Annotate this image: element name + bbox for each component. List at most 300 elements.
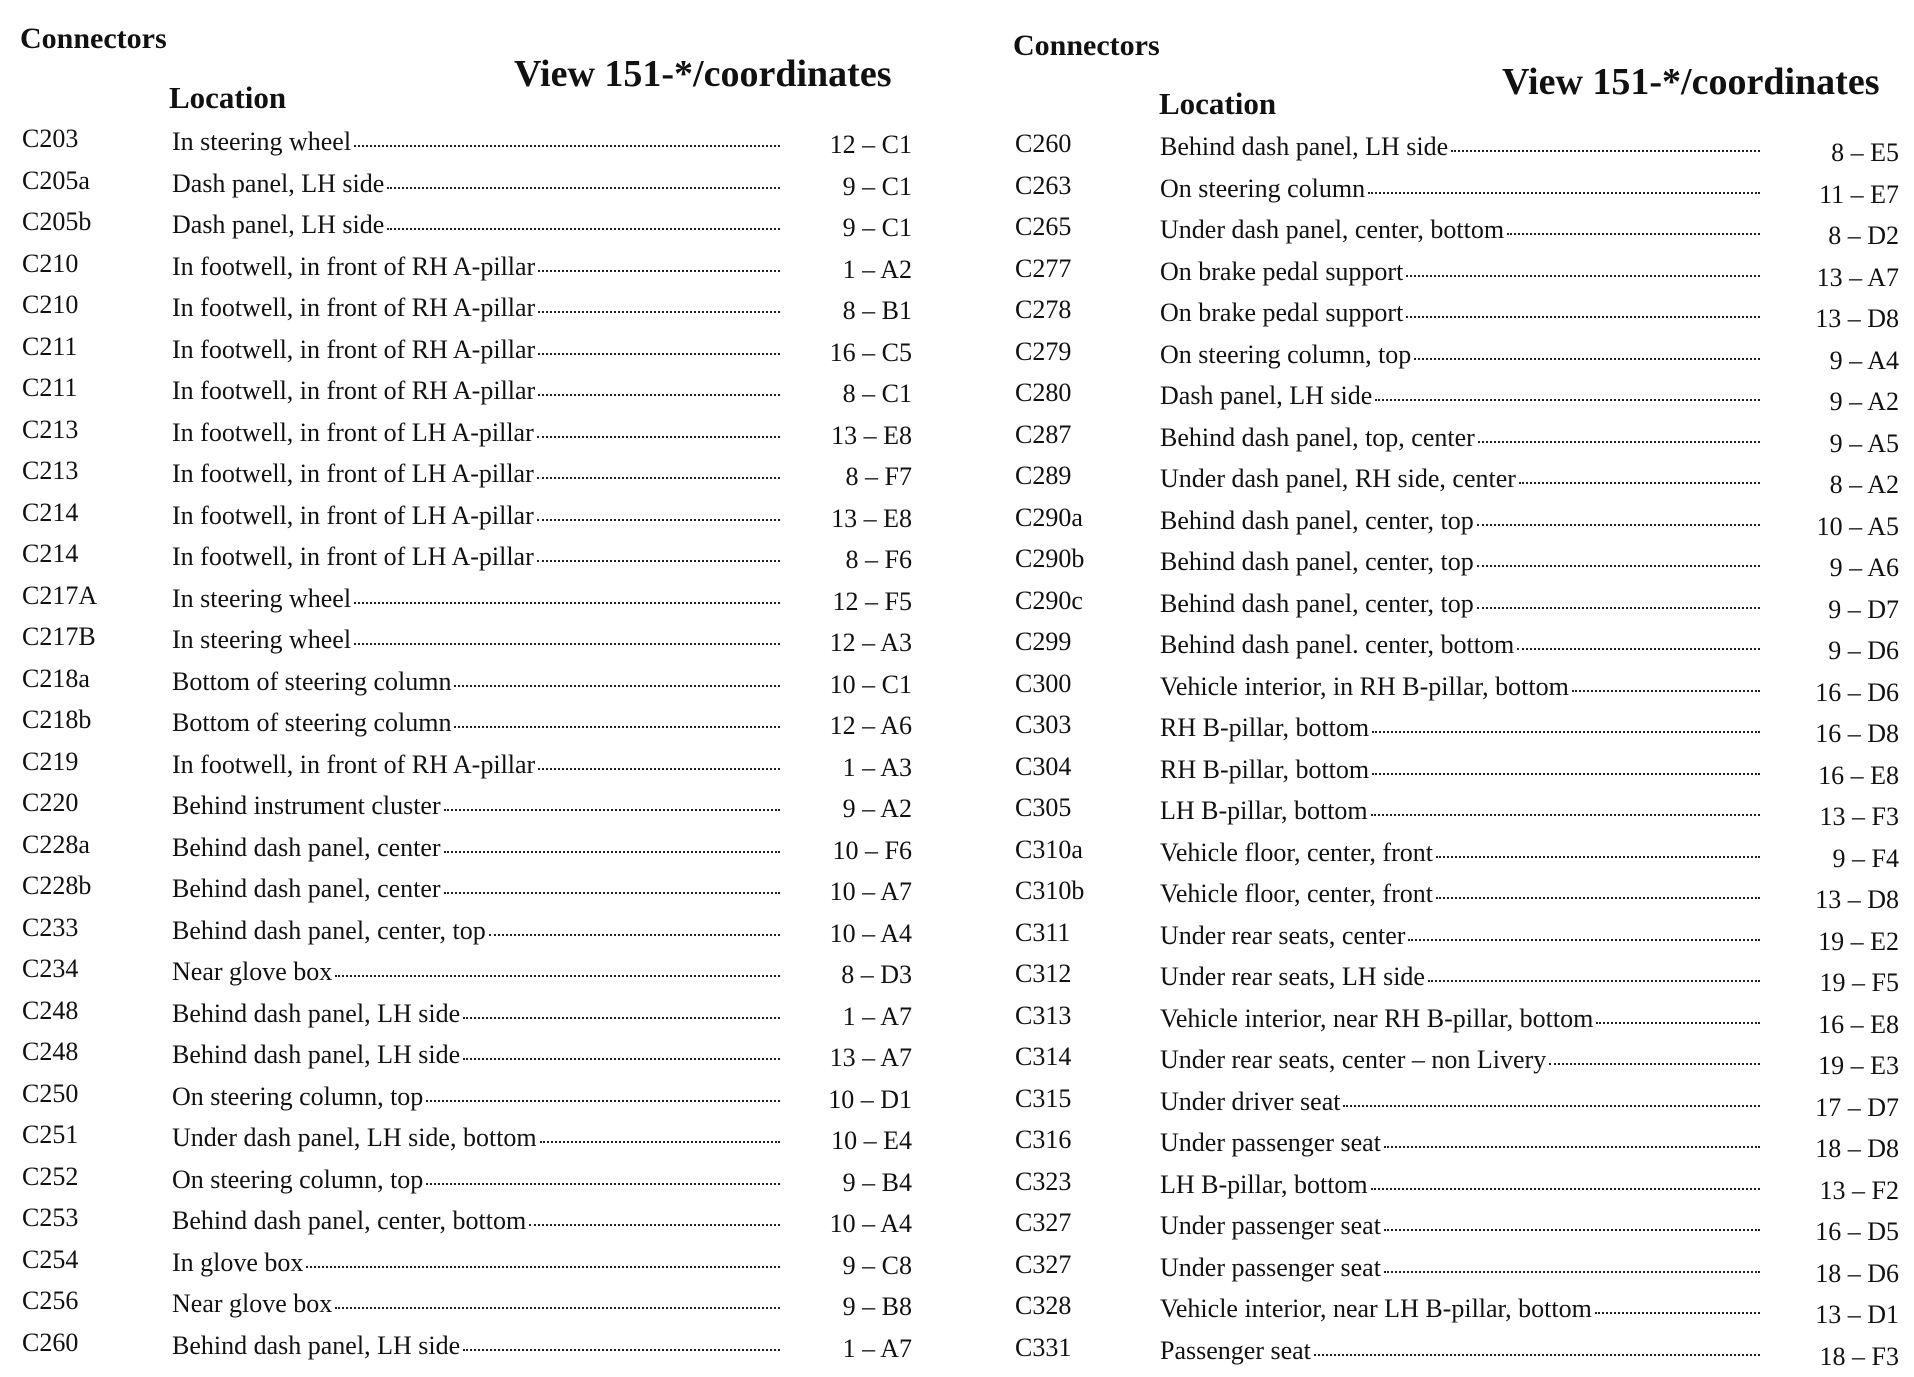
table-row [1013,1288,1903,1330]
view-coordinate: 9 – D6 [1828,630,1899,672]
table-row [1013,915,1903,957]
location-text: Behind dash panel, LH side [172,1034,460,1076]
dot-leader [1572,690,1760,692]
view-coordinate: 9 – B4 [843,1162,912,1204]
connectors-heading: Connectors [1013,29,1160,63]
view-coordinates-heading: View 151-*/coordinates [1502,60,1879,104]
connector-code: C312 [1015,953,1071,995]
location-cell [1160,832,1760,874]
table-row [1013,666,1903,708]
connector-code: C205a [22,160,90,202]
dot-leader [454,726,780,728]
location-text: Dash panel, LH side [1160,375,1372,417]
dot-leader [1507,233,1760,235]
location-text: Vehicle interior, near LH B-pillar, bottom [1160,1288,1592,1330]
view-coordinate: 13 – E8 [831,498,912,540]
table-row [20,495,920,537]
dot-leader [454,685,780,687]
view-coordinates-heading: View 151-*/coordinates [514,52,891,96]
dot-leader [538,311,780,313]
location-cell [1160,375,1760,417]
dot-leader [306,1266,780,1268]
dot-leader [1549,1063,1760,1065]
connector-code: C300 [1015,663,1071,705]
location-cell [1160,1122,1760,1164]
view-coordinate: 19 – F5 [1820,962,1899,1004]
location-cell [172,578,780,620]
view-coordinate: 9 – A2 [843,788,912,830]
location-text: In steering wheel [172,121,351,163]
connector-code: C280 [1015,372,1071,414]
dot-leader [1343,1105,1760,1107]
connector-code: C278 [1015,289,1071,331]
location-text: On steering column, top [1160,334,1411,376]
connector-code: C323 [1015,1161,1071,1203]
view-coordinate: 1 – A3 [843,747,912,789]
table-row [20,246,920,288]
table-row [1013,873,1903,915]
connector-code: C304 [1015,746,1071,788]
table-row [20,619,920,661]
connector-code: C315 [1015,1078,1071,1120]
view-coordinate: 16 – E8 [1818,755,1899,797]
location-text: On brake pedal support [1160,292,1403,334]
location-text: RH B-pillar, bottom [1160,707,1369,749]
dot-leader [1375,399,1760,401]
connector-code: C213 [22,450,78,492]
location-cell [1160,126,1760,168]
view-coordinate: 8 – A2 [1830,464,1899,506]
table-row [20,1283,920,1325]
table-row [1013,1039,1903,1081]
location-text: Vehicle interior, near RH B-pillar, bottom [1160,998,1593,1040]
location-text: Behind dash panel, center, top [1160,541,1474,583]
dot-leader [1371,814,1760,816]
table-row [20,204,920,246]
location-cell [1160,666,1760,708]
table-row [20,1076,920,1118]
location-cell [1160,707,1760,749]
location-text: Behind dash panel, center, top [1160,500,1474,542]
location-text: Under dash panel, center, bottom [1160,209,1504,251]
location-cell [172,246,780,288]
table-row [20,163,920,205]
dot-leader [354,602,780,604]
connector-code: C228a [22,824,90,866]
view-coordinate: 8 – E5 [1831,132,1899,174]
location-text: RH B-pillar, bottom [1160,749,1369,791]
connector-code: C214 [22,533,78,575]
table-row [1013,1081,1903,1123]
view-coordinate: 9 – C1 [843,166,912,208]
location-cell [1160,458,1760,500]
location-cell [172,1159,780,1201]
connector-code: C260 [22,1322,78,1364]
dot-leader [1384,1271,1760,1273]
location-text: Under passenger seat [1160,1122,1381,1164]
table-row [1013,749,1903,791]
table-row [20,1159,920,1201]
location-cell [172,951,780,993]
table-row [20,370,920,412]
view-coordinate: 10 – A5 [1817,506,1899,548]
location-cell [172,1034,780,1076]
connector-code: C313 [1015,995,1071,1037]
dot-leader [1519,482,1760,484]
location-cell [172,702,780,744]
view-coordinate: 18 – F3 [1820,1336,1899,1377]
dot-leader [444,851,780,853]
table-row [1013,458,1903,500]
location-cell [172,287,780,329]
dot-leader [463,1058,780,1060]
table-row [1013,417,1903,459]
location-cell [172,495,780,537]
dot-leader [444,809,780,811]
connector-code: C213 [22,409,78,451]
location-text: Passenger seat [1160,1330,1311,1372]
location-cell [1160,292,1760,334]
connector-code: C217A [22,575,97,617]
table-row [1013,334,1903,376]
dot-leader [354,145,780,147]
view-coordinate: 9 – F4 [1833,838,1899,880]
location-cell [172,1283,780,1325]
dot-leader [537,560,780,562]
table-row [1013,209,1903,251]
location-cell [172,121,780,163]
dot-leader [1477,607,1760,609]
connector-code: C214 [22,492,78,534]
location-cell [172,661,780,703]
table-row [1013,168,1903,210]
location-cell [1160,1247,1760,1289]
view-coordinate: 9 – A6 [1830,547,1899,589]
view-coordinate: 9 – A2 [1830,381,1899,423]
table-row [1013,1330,1903,1372]
view-coordinate: 9 – C8 [843,1245,912,1287]
connector-code: C217B [22,616,96,658]
location-cell [1160,334,1760,376]
view-coordinate: 9 – B8 [843,1286,912,1328]
location-cell [172,453,780,495]
table-row [20,536,920,578]
connector-code: C290b [1015,538,1084,580]
location-cell [1160,251,1760,293]
connector-code: C254 [22,1239,78,1281]
location-cell [172,163,780,205]
table-row [20,993,920,1035]
location-text: In footwell, in front of LH A-pillar [172,412,534,454]
table-row [20,121,920,163]
dot-leader [540,1141,780,1143]
location-text: Behind dash panel, center, top [172,910,486,952]
view-coordinate: 12 – F5 [833,581,912,623]
view-coordinate: 18 – D6 [1815,1253,1899,1295]
connector-code: C210 [22,284,78,326]
location-cell [172,1325,780,1367]
location-text: Behind dash panel. center, bottom [1160,624,1514,666]
view-coordinate: 13 – D8 [1815,298,1899,340]
dot-leader [538,270,780,272]
dot-leader [1368,192,1760,194]
location-text: Vehicle floor, center, front [1160,873,1433,915]
location-cell [1160,1039,1760,1081]
connector-code: C310a [1015,829,1083,871]
location-text: On brake pedal support [1160,251,1403,293]
dot-leader [1314,1354,1760,1356]
location-cell [172,619,780,661]
dot-leader [1436,856,1760,858]
connector-code: C289 [1015,455,1071,497]
table-row [1013,126,1903,168]
location-text: In steering wheel [172,619,351,661]
location-heading: Location [169,80,286,116]
table-row [20,1325,920,1367]
dot-leader [335,975,780,977]
location-text: Behind dash panel, center, bottom [172,1200,526,1242]
view-coordinate: 8 – F6 [846,539,912,581]
dot-leader [1436,897,1760,899]
connector-table [1013,126,1903,1371]
table-row [1013,1164,1903,1206]
table-row [1013,790,1903,832]
location-cell [172,329,780,371]
location-cell [172,1242,780,1284]
location-text: Under rear seats, center – non Livery [1160,1039,1546,1081]
view-coordinate: 12 – A6 [830,705,912,747]
location-text: Under driver seat [1160,1081,1340,1123]
location-text: Vehicle interior, in RH B-pillar, bottom [1160,666,1569,708]
dot-leader [1451,150,1760,152]
dot-leader [1406,316,1760,318]
connector-code: C220 [22,782,78,824]
table-row [20,578,920,620]
location-text: In footwell, in front of LH A-pillar [172,453,534,495]
dot-leader [1406,275,1760,277]
view-coordinate: 13 – E8 [831,415,912,457]
location-cell [172,910,780,952]
location-cell [172,1076,780,1118]
location-cell [1160,790,1760,832]
location-text: LH B-pillar, bottom [1160,1164,1368,1206]
view-coordinate: 10 – E4 [831,1120,912,1162]
dot-leader [537,519,780,521]
connector-code: C316 [1015,1119,1071,1161]
connector-code: C218b [22,699,91,741]
connector-code: C299 [1015,621,1071,663]
location-text: Dash panel, LH side [172,204,384,246]
dot-leader [538,768,780,770]
table-row [1013,1122,1903,1164]
location-text: In footwell, in front of RH A-pillar [172,744,535,786]
location-cell [1160,541,1760,583]
dot-leader [1428,980,1760,982]
location-cell [1160,168,1760,210]
table-row [20,412,920,454]
connector-code: C218a [22,658,90,700]
location-text: Behind dash panel, LH side [172,1325,460,1367]
location-text: In footwell, in front of RH A-pillar [172,370,535,412]
table-row [20,1117,920,1159]
table-row [1013,1205,1903,1247]
connector-code: C263 [1015,165,1071,207]
view-coordinate: 16 – E8 [1818,1004,1899,1046]
location-text: Under rear seats, center [1160,915,1405,957]
view-coordinate: 18 – D8 [1815,1128,1899,1170]
view-coordinate: 16 – D8 [1815,713,1899,755]
view-coordinate: 10 – A7 [830,871,912,913]
dot-leader [1384,1146,1760,1148]
view-coordinate: 13 – A7 [830,1037,912,1079]
view-coordinate: 12 – C1 [830,124,912,166]
dot-leader [387,187,780,189]
connector-code: C228b [22,865,91,907]
dot-leader [1477,565,1760,567]
location-cell [172,827,780,869]
location-cell [1160,1288,1760,1330]
location-text: Behind dash panel, center [172,868,441,910]
location-cell [1160,998,1760,1040]
location-text: Behind instrument cluster [172,785,441,827]
table-row [1013,998,1903,1040]
connector-table [20,121,920,1366]
connector-code: C210 [22,243,78,285]
dot-leader [426,1183,780,1185]
table-row [1013,956,1903,998]
view-coordinate: 13 – A7 [1817,257,1899,299]
table-row [20,1034,920,1076]
connector-code: C248 [22,1031,78,1073]
connector-code: C290c [1015,580,1083,622]
view-coordinate: 10 – F6 [833,830,912,872]
connector-code: C234 [22,948,78,990]
table-row [20,785,920,827]
view-coordinate: 19 – E2 [1818,921,1899,963]
connector-code: C250 [22,1073,78,1115]
location-text: LH B-pillar, bottom [1160,790,1368,832]
connector-code: C248 [22,990,78,1032]
table-row [20,910,920,952]
dot-leader [1477,524,1760,526]
location-text: In steering wheel [172,578,351,620]
dot-leader [538,353,780,355]
view-coordinate: 16 – D6 [1815,672,1899,714]
connector-code: C327 [1015,1244,1071,1286]
location-text: Near glove box [172,1283,332,1325]
view-coordinate: 16 – C5 [830,332,912,374]
location-cell [1160,1164,1760,1206]
table-row [20,868,920,910]
location-cell [1160,1330,1760,1372]
view-coordinate: 8 – D2 [1828,215,1899,257]
table-row [1013,375,1903,417]
location-text: Under dash panel, RH side, center [1160,458,1516,500]
connectors-heading: Connectors [20,22,167,56]
view-coordinate: 10 – A4 [830,913,912,955]
table-row [1013,251,1903,293]
connector-code: C277 [1015,248,1071,290]
dot-leader [529,1224,780,1226]
location-text: Dash panel, LH side [172,163,384,205]
dot-leader [1371,1188,1760,1190]
dot-leader [1372,773,1760,775]
connector-code: C290a [1015,497,1083,539]
location-cell [1160,624,1760,666]
table-row [1013,707,1903,749]
table-row [1013,832,1903,874]
dot-leader [426,1100,780,1102]
location-cell [172,370,780,412]
dot-leader [463,1349,780,1351]
location-text: In footwell, in front of RH A-pillar [172,287,535,329]
connector-code: C211 [22,367,77,409]
location-text: In footwell, in front of LH A-pillar [172,536,534,578]
dot-leader [1408,939,1760,941]
location-cell [1160,500,1760,542]
connector-code: C310b [1015,870,1084,912]
view-coordinate: 1 – A7 [843,996,912,1038]
view-coordinate: 16 – D5 [1815,1211,1899,1253]
location-text: Behind dash panel, LH side [1160,126,1448,168]
view-coordinate: 9 – A4 [1830,340,1899,382]
table-row [20,661,920,703]
location-text: Behind dash panel, center [172,827,441,869]
view-coordinate: 19 – E3 [1818,1045,1899,1087]
table-row [1013,1247,1903,1289]
location-cell [172,993,780,1035]
table-row [20,1242,920,1284]
location-cell [1160,583,1760,625]
location-text: In footwell, in front of RH A-pillar [172,246,535,288]
connector-code: C265 [1015,206,1071,248]
dot-leader [1595,1312,1760,1314]
dot-leader [444,892,780,894]
view-coordinate: 10 – A4 [830,1203,912,1245]
view-coordinate: 8 – D3 [841,954,912,996]
location-text: On steering column [1160,168,1365,210]
location-text: Bottom of steering column [172,661,451,703]
connector-code: C314 [1015,1036,1071,1078]
location-text: Vehicle floor, center, front [1160,832,1433,874]
view-coordinate: 1 – A7 [843,1328,912,1370]
table-row [20,744,920,786]
connector-code: C251 [22,1114,78,1156]
connector-code: C331 [1015,1327,1071,1369]
connector-code: C287 [1015,414,1071,456]
view-coordinate: 10 – C1 [830,664,912,706]
dot-leader [1596,1022,1760,1024]
connector-code: C205b [22,201,91,243]
table-row [1013,624,1903,666]
location-cell [172,868,780,910]
view-coordinate: 17 – D7 [1815,1087,1899,1129]
view-coordinate: 13 – F2 [1820,1170,1899,1212]
table-row [20,951,920,993]
connector-code: C256 [22,1280,78,1322]
location-cell [1160,956,1760,998]
view-coordinate: 9 – C1 [843,207,912,249]
connector-code: C203 [22,118,78,160]
view-coordinate: 8 – F7 [846,456,912,498]
location-cell [1160,873,1760,915]
location-text: Bottom of steering column [172,702,451,744]
dot-leader [1384,1229,1760,1231]
dot-leader [463,1017,780,1019]
location-text: Under rear seats, LH side [1160,956,1425,998]
location-text: Behind dash panel, center, top [1160,583,1474,625]
view-coordinate: 11 – E7 [1819,174,1899,216]
